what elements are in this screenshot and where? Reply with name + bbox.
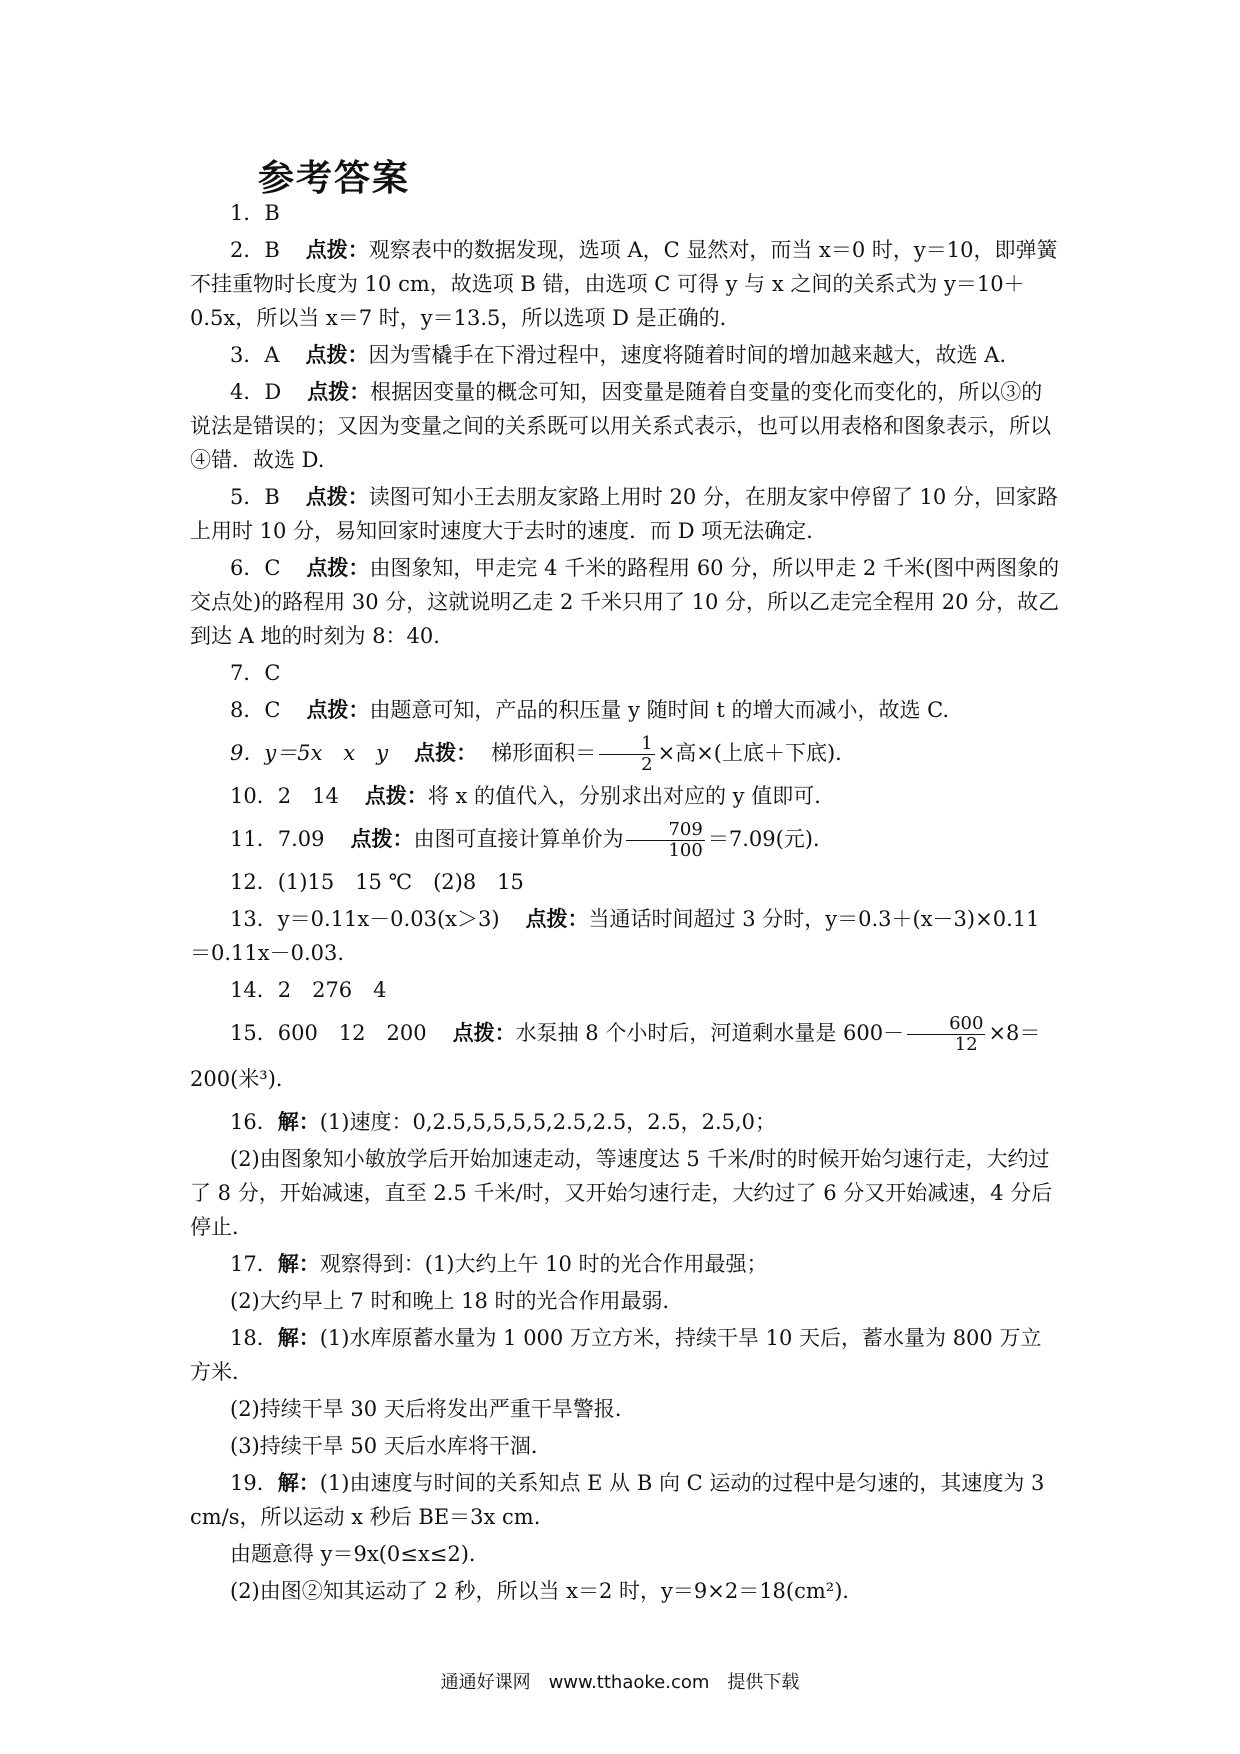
answer-4-text: 根据因变量的概念可知，因变量是随着自变量的变化而变化的，所以③的说法是错误的；又因为变量之间的关系既可以用关系式表示，也可以用表格和图象表示，所以④错．故选 D. [190, 380, 1051, 472]
fraction-numerator: 600 [907, 1014, 985, 1035]
answer-2-head: 2．B [230, 238, 280, 262]
answer-19-head: 19． [230, 1471, 278, 1495]
answer-18-text: (1)水库原蓄水量为 1 000 万立方米，持续干旱 10 天后，蓄水量为 800 万立方米． [190, 1326, 1042, 1384]
answer-19-label: 解： [277, 1470, 320, 1495]
answer-10 [190, 779, 1060, 813]
answer-2 [190, 233, 1060, 335]
answer-13-head: 13．y＝0.11x－0.03(x＞3) [230, 907, 500, 931]
answer-9-post: ×高×(上底＋下底)． [657, 741, 857, 765]
fraction-numerator: 1 [599, 734, 654, 755]
answer-5-label: 点拨： [305, 484, 369, 509]
fraction-denominator: 2 [641, 754, 653, 775]
answer-4 [190, 375, 1060, 477]
answer-18-head: 18． [230, 1326, 278, 1350]
answer-6-head: 6．C [230, 556, 281, 580]
answer-3-label: 点拨： [305, 342, 369, 367]
answer-19-part-2: 由题意得 y＝9x(0≤x≤2)． [230, 1542, 490, 1566]
answer-19-text: (1)由速度与时间的关系知点 E 从 B 向 C 运动的过程中是匀速的，其速度为 3 cm/s，所以运动 x 秒后 BE＝3x cm. [190, 1471, 1045, 1529]
answer-16-label: 解： [277, 1109, 320, 1134]
answer-11-post: ＝7.09(元)． [707, 827, 834, 851]
answer-4-head: 4．D [230, 380, 282, 404]
answer-6-text: 由图象知，甲走完 4 千米的路程用 60 分，所以甲走 2 千米(图中两图象的交点处)的路程用 30 分，这就说明乙走 2 千米只用了 10 分，所以乙走完全程用 20 分，故乙到达 A 地的时刻为 8：40. [190, 556, 1060, 648]
page-footer: 通通好课网 www.tthaoke.com 提供下载 [440, 1672, 800, 1693]
answer-7: 7．C [230, 661, 281, 685]
answer-3 [190, 338, 1060, 372]
answer-17-text: 观察得到：(1)大约上午 10 时的光合作用最强； [319, 1252, 768, 1276]
answer-18-part-2: (2)持续干旱 30 天后将发出严重干旱警报． [230, 1397, 636, 1421]
fraction-denominator: 12 [954, 1034, 978, 1055]
answer-15 [190, 1010, 1060, 1102]
answer-18-part-3: (3)持续干旱 50 天后水库将干涸． [230, 1434, 552, 1458]
fraction-709-100 [626, 820, 704, 861]
answer-2-text: 观察表中的数据发现，选项 A，C 显然对，而当 x＝0 时，y＝10，即弹簧不挂重物时长度为 10 cm，故选项 B 错，由选项 C 可得 y 与 x 之间的关系式为 y＝10＋0.5x，所以当 x＝7 时，y＝13.5，所以选项 D 是正确的． [190, 238, 1058, 330]
answer-17-part-2: (2)大约早上 7 时和晚上 18 时的光合作用最弱． [230, 1289, 684, 1313]
answer-19-part-3: (2)由图②知其运动了 2 秒，所以当 x＝2 时，y＝9×2＝18(cm²)． [230, 1579, 864, 1603]
answer-11 [190, 816, 1060, 862]
answer-16 [190, 1105, 1060, 1139]
answer-11-head: 11．7.09 [230, 827, 325, 851]
answer-9-head: 9．y＝5x x y [230, 741, 389, 765]
answer-6-label: 点拨： [306, 555, 370, 580]
answer-11-label: 点拨： [350, 826, 414, 851]
answer-11-pre: 由图可直接计算单价为 [413, 827, 624, 851]
answer-5-head: 5．B [230, 485, 280, 509]
answer-3-text: 因为雪橇手在下滑过程中，速度将随着时间的增加越来越大，故选 A. [368, 343, 1007, 367]
answer-16-part-2: (2)由图象知小敏放学后开始加速走动，等速度达 5 千米/时的时候开始匀速行走，大约过了 8 分，开始减速，直至 2.5 千米/时，又开始匀速行走，大约过了 6 分又开始减速，4 分后停止． [190, 1147, 1053, 1239]
fraction-one-half [599, 734, 654, 775]
answer-17 [190, 1247, 1060, 1281]
answer-2-label: 点拨： [305, 237, 369, 262]
answer-10-label: 点拨： [364, 783, 428, 808]
answer-19 [190, 1466, 1060, 1534]
answer-13-label: 点拨： [525, 906, 589, 931]
answer-13-text: 当通话时间超过 3 分时，y＝0.3＋(x－3)×0.11＝0.11x－0.03. [190, 907, 1040, 965]
answer-15-post: ×8＝200(米³)． [190, 1021, 1041, 1091]
answer-10-text: 将 x 的值代入，分别求出对应的 y 值即可． [427, 784, 836, 808]
answer-3-head: 3．A [230, 343, 280, 367]
answer-15-label: 点拨： [452, 1020, 516, 1045]
answer-8-head: 8．C [230, 698, 281, 722]
answer-13 [190, 902, 1060, 970]
fraction-numerator: 709 [626, 820, 704, 841]
fraction-600-12 [907, 1014, 985, 1055]
answer-5 [190, 480, 1060, 548]
answer-18 [190, 1321, 1060, 1389]
answer-10-head: 10．2 14 [230, 784, 339, 808]
answer-1: 1．B [230, 201, 280, 225]
answer-12: 12．(1)15 15 ℃ (2)8 15 [230, 870, 524, 894]
answer-4-label: 点拨： [307, 379, 371, 404]
answer-list [190, 196, 1060, 1611]
answer-8 [190, 693, 1060, 727]
answer-8-text: 由题意可知，产品的积压量 y 随时间 t 的增大而减小，故选 C. [369, 698, 950, 722]
answer-15-pre: 水泵抽 8 个小时后，河道剩水量是 600－ [515, 1021, 905, 1045]
answer-16-head: 16． [230, 1110, 278, 1134]
answer-5-text: 读图可知小王去朋友家路上用时 20 分，在朋友家中停留了 10 分，回家路上用时 10 分，易知回家时速度大于去时的速度．而 D 项无法确定． [190, 485, 1058, 543]
answer-17-label: 解： [277, 1251, 320, 1276]
answer-9-label: 点拨： [414, 740, 478, 765]
page-title: 参考答案 [258, 157, 411, 199]
answer-14: 14．2 276 4 [230, 978, 387, 1002]
answer-15-head: 15．600 12 200 [230, 1021, 427, 1045]
answer-17-head: 17． [230, 1252, 278, 1276]
answer-9-pre: 梯形面积＝ [491, 741, 597, 765]
answer-16-text: (1)速度：0,2.5,5,5,5,5,2.5,2.5，2.5，2.5,0； [319, 1110, 777, 1134]
answer-8-label: 点拨： [306, 697, 370, 722]
answer-18-label: 解： [277, 1325, 320, 1350]
answer-6 [190, 551, 1060, 653]
fraction-denominator: 100 [668, 840, 703, 861]
answer-9 [190, 730, 1060, 776]
